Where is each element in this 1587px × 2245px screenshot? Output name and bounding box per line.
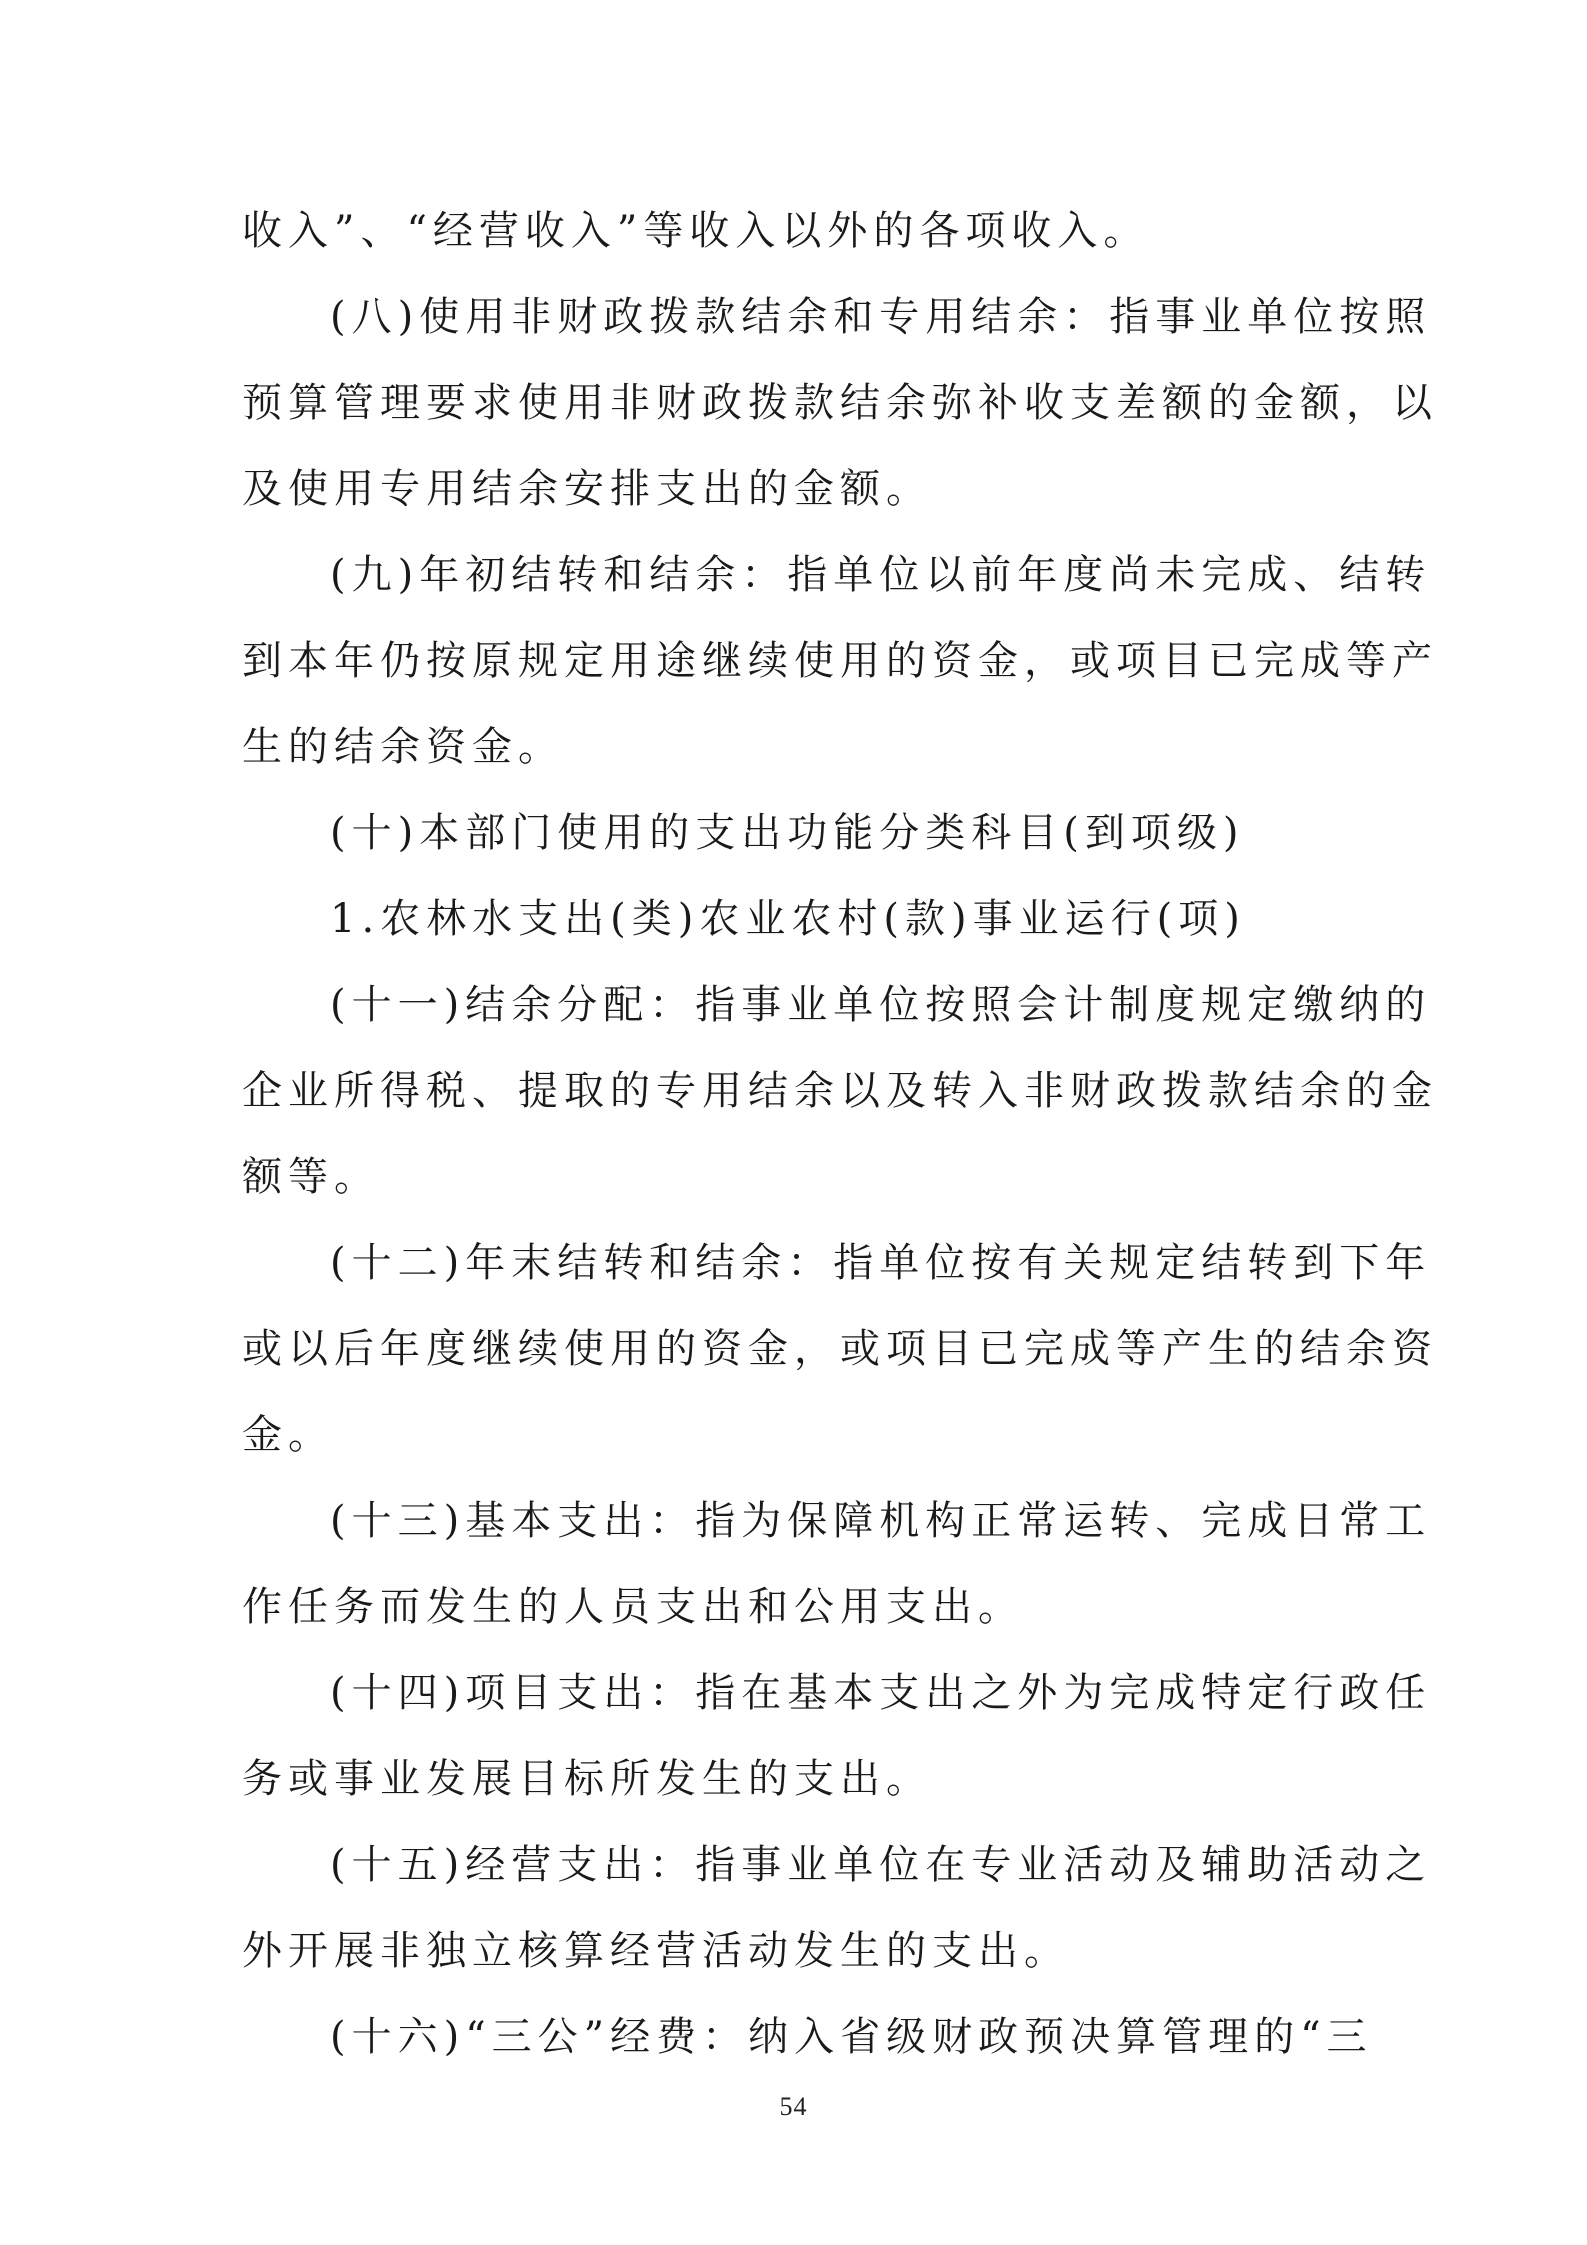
text-line: 作任务而发生的人员支出和公用支出。 (242, 1584, 1024, 1630)
document-body (242, 188, 1438, 2080)
text-line: 企业所得税、提取的专用结余以及转入非财政拨款结余的金 (242, 1068, 1438, 1114)
paragraph-start-line: (十六)“三公”经费：纳入省级财政预决算管理的“三 (330, 2014, 1373, 2060)
text-line: 金。 (242, 1412, 334, 1458)
text-line: 务或事业发展目标所发生的支出。 (242, 1756, 932, 1802)
paragraph-start-line: (十一)结余分配：指事业单位按照会计制度规定缴纳的 (330, 982, 1432, 1028)
text-line: 到本年仍按原规定用途继续使用的资金，或项目已完成等产 (242, 638, 1438, 684)
text-line: 外开展非独立核算经营活动发生的支出。 (242, 1928, 1070, 1974)
paragraph-start-line: (十三)基本支出：指为保障机构正常运转、完成日常工 (330, 1498, 1432, 1544)
paragraph-start-line: (八)使用非财政拨款结余和专用结余：指事业单位按照 (330, 294, 1432, 340)
paragraph-start-line: 1.农林水支出(类)农业农村(款)事业运行(项) (330, 896, 1246, 942)
text-line: 预算管理要求使用非财政拨款结余弥补收支差额的金额，以 (242, 380, 1438, 426)
paragraph-start-line: (十五)经营支出：指事业单位在专业活动及辅助活动之 (330, 1842, 1432, 1888)
text-line: 收入”、“经营收入”等收入以外的各项收入。 (242, 208, 1150, 254)
paragraph-start-line: (十二)年末结转和结余：指单位按有关规定结转到下年 (330, 1240, 1432, 1286)
text-line: 额等。 (242, 1154, 380, 1200)
page-number: 54 (779, 2092, 808, 2121)
text-line: 及使用专用结余安排支出的金额。 (242, 466, 932, 512)
paragraph-start-line: (十四)项目支出：指在基本支出之外为完成特定行政任 (330, 1670, 1432, 1716)
paragraph-start-line: (九)年初结转和结余：指单位以前年度尚未完成、结转 (330, 552, 1432, 598)
text-line: 生的结余资金。 (242, 724, 564, 770)
paragraph-start-line: (十)本部门使用的支出功能分类科目(到项级) (330, 810, 1245, 856)
text-line: 或以后年度继续使用的资金，或项目已完成等产生的结余资 (242, 1326, 1438, 1372)
